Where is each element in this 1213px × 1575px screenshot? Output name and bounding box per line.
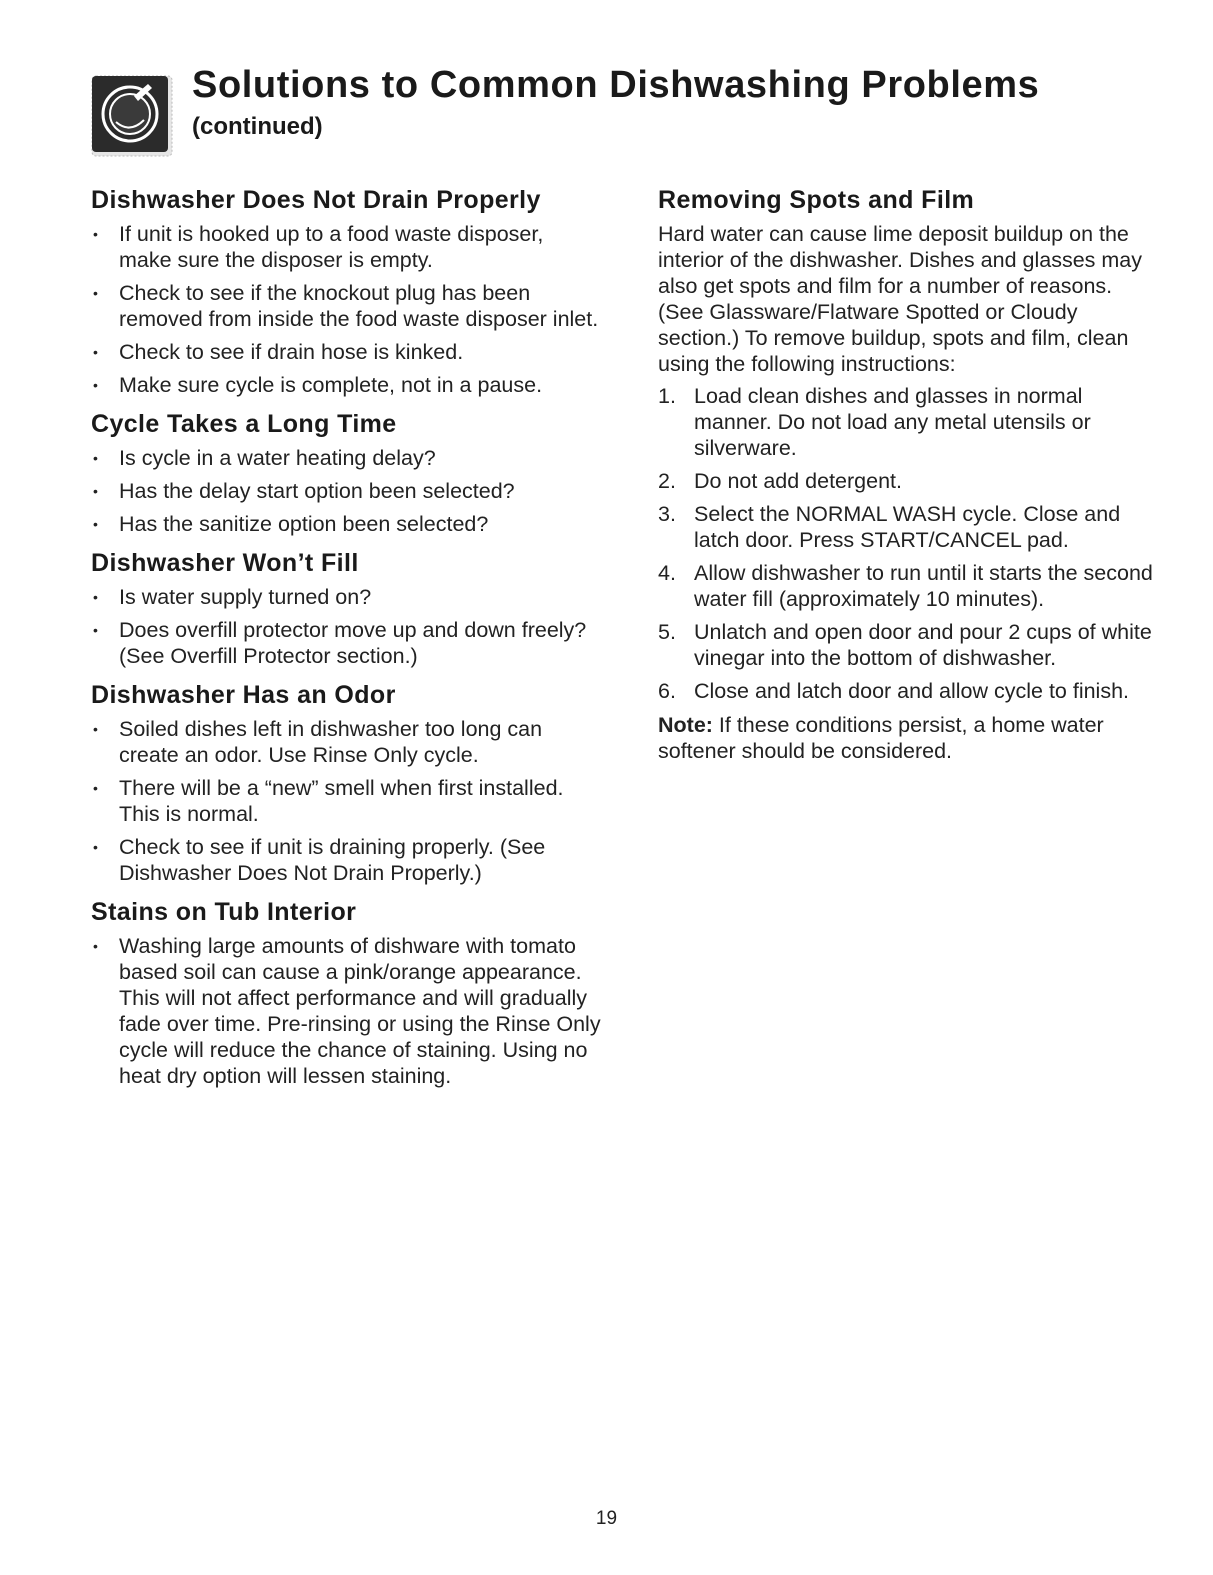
dishwasher-dial-icon bbox=[90, 74, 174, 158]
list-item: • Check to see if the knockout plug has been removed from inside the food waste disposer inlet. bbox=[93, 281, 599, 331]
list-item: • Is cycle in a water heating delay? bbox=[93, 446, 436, 470]
bullet-icon: • bbox=[93, 483, 98, 499]
list-item: • Has the sanitize option been selected? bbox=[93, 512, 489, 536]
list-item: • Make sure cycle is complete, not in a pause. bbox=[93, 373, 543, 397]
note-paragraph bbox=[658, 712, 1158, 764]
list-item: • Check to see if drain hose is kinked. bbox=[93, 340, 464, 364]
step-item: 6. Close and latch door and allow cycle to finish. bbox=[658, 679, 1130, 703]
section-heading: Dishwasher Won’t Fill bbox=[91, 549, 359, 577]
section-heading: Removing Spots and Film bbox=[658, 186, 975, 214]
section-heading: Stains on Tub Interior bbox=[91, 898, 357, 926]
list-item: • Does overfill protector move up and down freely? (See Overfill Protector section.) bbox=[93, 618, 587, 668]
step-item: 2. Do not add detergent. bbox=[658, 469, 902, 493]
bullet-icon: • bbox=[93, 285, 98, 301]
bullet-icon: • bbox=[93, 226, 98, 242]
list-item: • Has the delay start option been selected? bbox=[93, 479, 515, 503]
section-long-time bbox=[91, 408, 601, 537]
step-number: 1. bbox=[658, 384, 676, 408]
section-odor bbox=[91, 679, 601, 886]
page-number: 19 bbox=[595, 1508, 618, 1529]
step-item: 3. Select the NORMAL WASH cycle. Close and latch door. Press START/CANCEL pad. bbox=[658, 502, 1121, 552]
section-heading: Dishwasher Does Not Drain Properly bbox=[91, 186, 541, 214]
right-column bbox=[658, 184, 1158, 764]
step-number: 6. bbox=[658, 679, 676, 703]
bullet-icon: • bbox=[93, 377, 98, 393]
bullet-icon: • bbox=[93, 839, 98, 855]
section-wont-fill bbox=[91, 547, 601, 669]
step-number: 5. bbox=[658, 620, 676, 644]
step-item: 1. Load clean dishes and glasses in normal manner. Do not load any metal utensils or silverware. bbox=[658, 384, 1091, 460]
list-item: • Washing large amounts of dishware with tomato based soil can cause a pink/orange appearance. This will not affect performance and will gradually fade over time. Pre-rinsing or using the Rinse Only cycle will reduce the chance of staining. Using no heat dry option will lessen staining. bbox=[93, 934, 601, 1088]
step-number: 4. bbox=[658, 561, 676, 585]
left-column bbox=[91, 184, 601, 1096]
page-title: Solutions to Common Dishwashing Problems bbox=[192, 64, 1040, 106]
section-heading: Dishwasher Has an Odor bbox=[91, 681, 396, 709]
bullet-icon: • bbox=[93, 721, 98, 737]
step-number: 2. bbox=[658, 469, 676, 493]
page-subtitle: (continued) bbox=[192, 113, 323, 140]
note-label: Note: bbox=[658, 713, 713, 737]
list-item: • Soiled dishes left in dishwasher too long can create an odor. Use Rinse Only cycle. bbox=[93, 717, 543, 767]
step-item: 4. Allow dishwasher to run until it starts the second water fill (approximately 10 minutes). bbox=[658, 561, 1153, 611]
bullet-icon: • bbox=[93, 450, 98, 466]
bullet-icon: • bbox=[93, 589, 98, 605]
list-item: • There will be a “new” smell when first installed. This is normal. bbox=[93, 776, 564, 826]
bullet-icon: • bbox=[93, 344, 98, 360]
bullet-icon: • bbox=[93, 780, 98, 796]
section-does-not-drain bbox=[91, 184, 601, 398]
list-item: • Is water supply turned on? bbox=[93, 585, 372, 609]
section-heading: Cycle Takes a Long Time bbox=[91, 410, 397, 438]
step-number: 3. bbox=[658, 502, 676, 526]
step-item: 5. Unlatch and open door and pour 2 cups of white vinegar into the bottom of dishwasher. bbox=[658, 620, 1152, 670]
section-stains bbox=[91, 896, 601, 1089]
bullet-icon: • bbox=[93, 938, 98, 954]
note-text: If these conditions persist, a home water softener should be considered. bbox=[658, 713, 1104, 763]
intro-paragraph: Hard water can cause lime deposit buildup on the interior of the dishwasher. Dishes and glasses may also get spots and film for a number of reasons. (See Glassware/Flatware Spotted or Cloudy section.) To remove buildup, spots and film, clean using the following instructions: bbox=[658, 222, 1142, 376]
bullet-icon: • bbox=[93, 622, 98, 638]
list-item: • If unit is hooked up to a food waste disposer, make sure the disposer is empty. bbox=[93, 222, 544, 272]
list-item: • Check to see if unit is draining properly. (See Dishwasher Does Not Drain Properly.) bbox=[93, 835, 546, 885]
steps-list bbox=[658, 383, 1158, 704]
bullet-icon: • bbox=[93, 516, 98, 532]
